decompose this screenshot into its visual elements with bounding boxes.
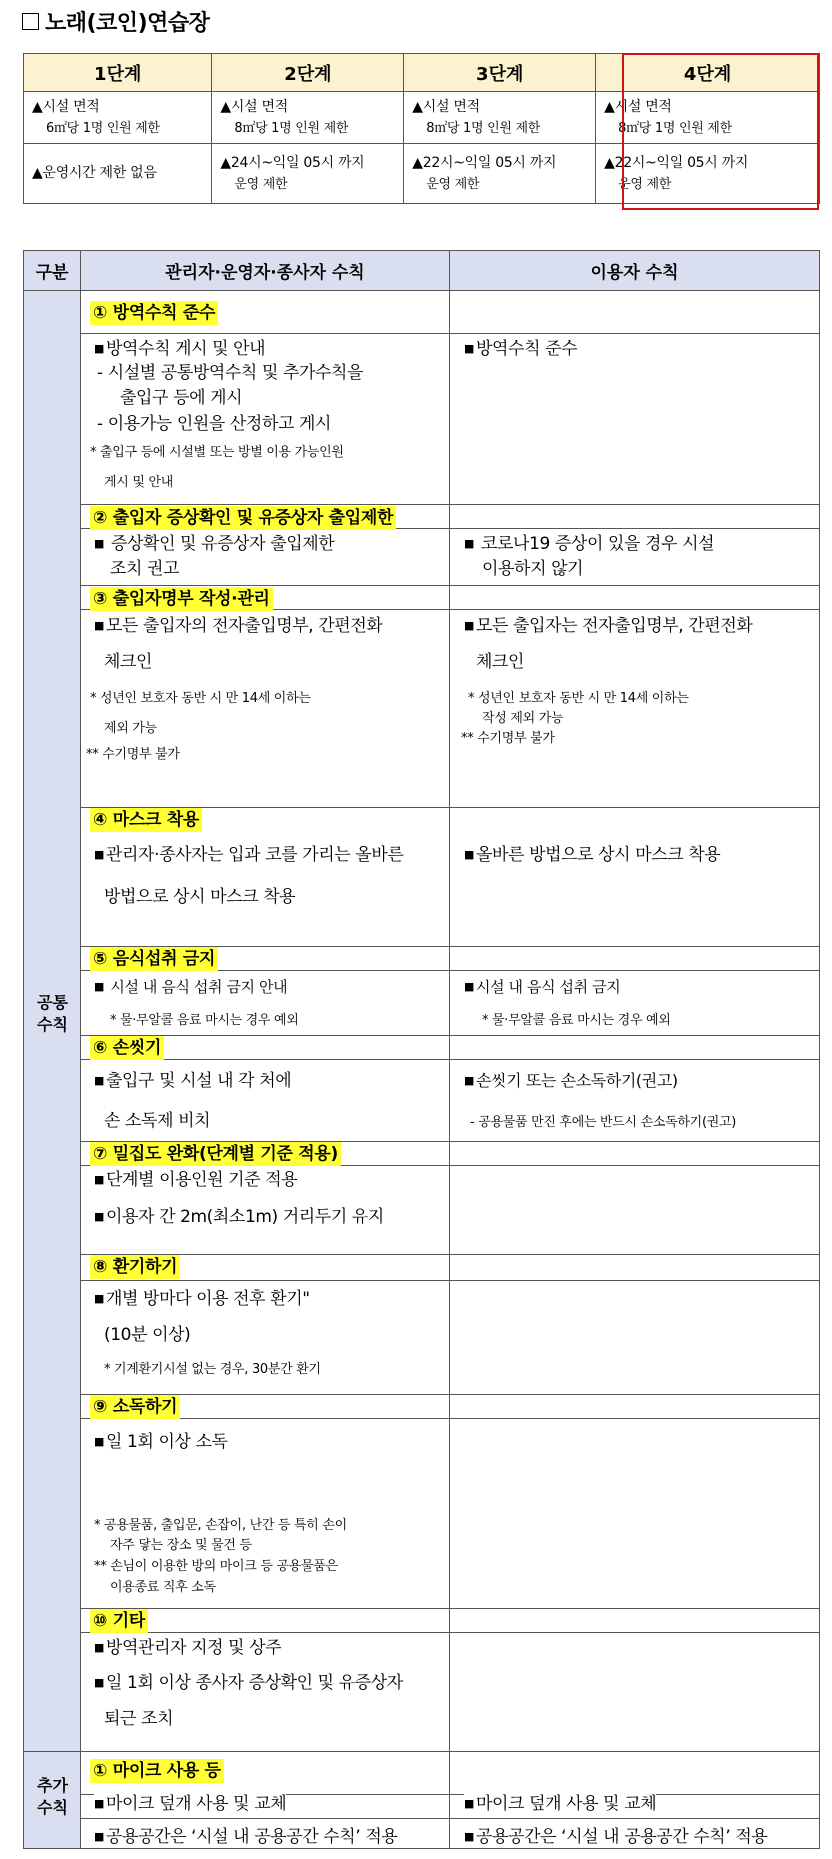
rule-note: 제외 가능 <box>104 721 157 736</box>
divider <box>81 1608 819 1609</box>
divider <box>81 1418 819 1419</box>
section-title: ⑨ 소독하기 <box>90 1395 180 1419</box>
category-extra: 추가 수칙 <box>37 1776 68 1817</box>
rule-text: ■ 코로나19 증상이 있을 경우 시설 <box>464 532 714 558</box>
rule-text: ■ 단계별 이용인원 기준 적용 <box>94 1168 297 1194</box>
rule-text: ■ 공용공간은 ‘시설 내 공용공간 수칙’ 적용 <box>94 1825 397 1851</box>
rule-text: 퇴근 조치 <box>104 1709 174 1729</box>
rule-text: - 시설별 공통방역수칙 및 추가수칙을 <box>97 363 364 383</box>
rule-note: * 공용물품, 출입문, 손잡이, 난간 등 특히 손이 <box>94 1518 347 1533</box>
section-title: ① 방역수칙 준수 <box>90 301 218 325</box>
rule-text: 방법으로 상시 마스크 착용 <box>104 887 296 907</box>
divider <box>81 1280 819 1281</box>
header-user: 이용자 수칙 <box>590 263 679 283</box>
divider <box>81 1818 819 1819</box>
category-common: 공통 수칙 <box>37 993 68 1034</box>
rule-text: ■ 손씻기 또는 손소독하기(권고) <box>464 1069 678 1095</box>
rule-note: * 물·무알콜 음료 마시는 경우 예외 <box>110 1013 299 1028</box>
section-title: ④ 마스크 착용 <box>90 808 202 832</box>
stage-cell: ▲시설 면적 8㎡당 1명 인원 제한 <box>596 92 820 144</box>
stage-header-2: 2단계 <box>212 54 404 92</box>
rule-note: 이용종료 직후 소독 <box>110 1580 216 1595</box>
section-title: ⑥ 손씻기 <box>90 1036 164 1060</box>
section-title: ② 출입자 증상확인 및 유증상자 출입제한 <box>90 506 396 530</box>
stage-cell: ▲22시~익일 05시 까지 운영 제한 <box>404 144 596 204</box>
rule-text: 체크인 <box>476 652 525 672</box>
checkbox-square-icon <box>22 13 39 30</box>
rule-text: ■ 시설 내 음식 섭취 금지 <box>464 975 620 1001</box>
rule-text: ■ 올바른 방법으로 상시 마스크 착용 <box>464 843 720 869</box>
rule-note: 게시 및 안내 <box>104 475 173 490</box>
stage-header-1: 1단계 <box>24 54 212 92</box>
rules-header-row <box>24 251 819 291</box>
rule-text: ■ 공용공간은 ‘시설 내 공용공간 수칙’ 적용 <box>464 1825 767 1851</box>
section-title: ⑦ 밀집도 완화(단계별 기준 적용) <box>90 1142 341 1166</box>
stage-cell: ▲시설 면적 8㎡당 1명 인원 제한 <box>404 92 596 144</box>
divider <box>81 333 819 334</box>
divider <box>81 504 819 505</box>
rule-note: * 물·무알콜 음료 마시는 경우 예외 <box>482 1013 671 1028</box>
section-title: ⑩ 기타 <box>90 1609 148 1633</box>
rule-note: * 기계환기시설 없는 경우, 30분간 환기 <box>104 1362 321 1377</box>
header-manager: 관리자·운영자·종사자 수칙 <box>81 251 450 290</box>
category-column <box>24 291 81 1848</box>
rule-text: ■ 일 1회 이상 소독 <box>94 1430 228 1456</box>
rules-table <box>23 250 820 1849</box>
rule-note: ** 수기명부 불가 <box>461 731 555 746</box>
rule-text: 이용하지 않기 <box>482 559 584 579</box>
divider <box>81 1394 819 1395</box>
divider <box>81 1254 819 1255</box>
section-title: ⑤ 음식섭취 금지 <box>90 947 218 971</box>
rule-text: 출입구 등에 게시 <box>120 388 243 408</box>
rule-note: ** 손님이 이용한 방의 마이크 등 공용물품은 <box>94 1559 338 1574</box>
rule-note: * 성년인 보호자 동반 시 만 14세 이하는 <box>90 691 311 706</box>
rule-text: ■ 일 1회 이상 종사자 증상확인 및 유증상자 <box>94 1671 403 1697</box>
section-title: ① 마이크 사용 등 <box>90 1759 224 1783</box>
divider <box>449 291 450 1848</box>
rule-text: ■ 모든 출입자는 전자출입명부, 간편전화 <box>464 614 752 640</box>
rule-text: (10분 이상) <box>104 1325 191 1345</box>
rule-text: - 이용가능 인원을 산정하고 게시 <box>97 414 332 434</box>
rule-text: ■ 마이크 덮개 사용 및 교체 <box>94 1792 286 1818</box>
header-category: 구분 <box>24 251 81 290</box>
rule-text: ■ 방역수칙 준수 <box>464 337 577 363</box>
rule-text: ■ 방역수칙 게시 및 안내 <box>94 337 265 363</box>
rule-text: 체크인 <box>104 652 153 672</box>
stage-cell: ▲시설 면적 8㎡당 1명 인원 제한 <box>212 92 404 144</box>
rule-text: ■ 시설 내 음식 섭취 금지 안내 <box>94 975 287 1001</box>
rule-text: ■ 모든 출입자의 전자출입명부, 간편전화 <box>94 614 382 640</box>
rule-text: ■ 마이크 덮개 사용 및 교체 <box>464 1792 656 1818</box>
stage-cell: ▲운영시간 제한 없음 <box>24 144 212 204</box>
rule-text: ■ 증상확인 및 유증상자 출입제한 <box>94 532 334 558</box>
rule-text: ■ 방역관리자 지정 및 상주 <box>94 1636 281 1662</box>
stage-header-3: 3단계 <box>404 54 596 92</box>
page-title <box>22 4 209 38</box>
rule-note: 자주 닿는 장소 및 물건 등 <box>110 1538 252 1553</box>
divider <box>81 1035 819 1036</box>
rule-text: ■ 이용자 간 2m(최소1m) 거리두기 유지 <box>94 1205 384 1231</box>
stage-table <box>23 53 820 204</box>
rule-text: ■ 개별 방마다 이용 전후 환기" <box>94 1287 310 1313</box>
title-text: 노래(코인)연습장 <box>45 10 210 36</box>
rule-note: * 출입구 등에 시설별 또는 방별 이용 가능인원 <box>90 445 344 460</box>
rule-text: ■ 출입구 및 시설 내 각 처에 <box>94 1069 291 1095</box>
stage-header-4: 4단계 <box>596 54 820 92</box>
section-title: ③ 출입자명부 작성·관리 <box>90 587 273 611</box>
stage-cell: ▲시설 면적 6㎡당 1명 인원 제한 <box>24 92 212 144</box>
divider <box>24 1751 819 1752</box>
rule-note: ** 수기명부 불가 <box>86 747 180 762</box>
divider <box>81 585 819 586</box>
rule-note: - 공용물품 만진 후에는 반드시 손소독하기(권고) <box>470 1115 736 1130</box>
stage-cell: ▲24시~익일 05시 까지 운영 제한 <box>212 144 404 204</box>
section-title: ⑧ 환기하기 <box>90 1255 180 1279</box>
rule-note: * 성년인 보호자 동반 시 만 14세 이하는 <box>468 691 689 706</box>
rule-text: 조치 권고 <box>110 559 180 579</box>
stage-cell: ▲22시~익일 05시 까지 운영 제한 <box>596 144 820 204</box>
divider <box>81 1632 819 1633</box>
rule-text: ■ 관리자·종사자는 입과 코를 가리는 올바른 <box>94 843 403 869</box>
rule-text: 손 소독제 비치 <box>104 1111 211 1131</box>
divider <box>81 1059 819 1060</box>
rule-note: 작성 제외 가능 <box>482 711 564 726</box>
